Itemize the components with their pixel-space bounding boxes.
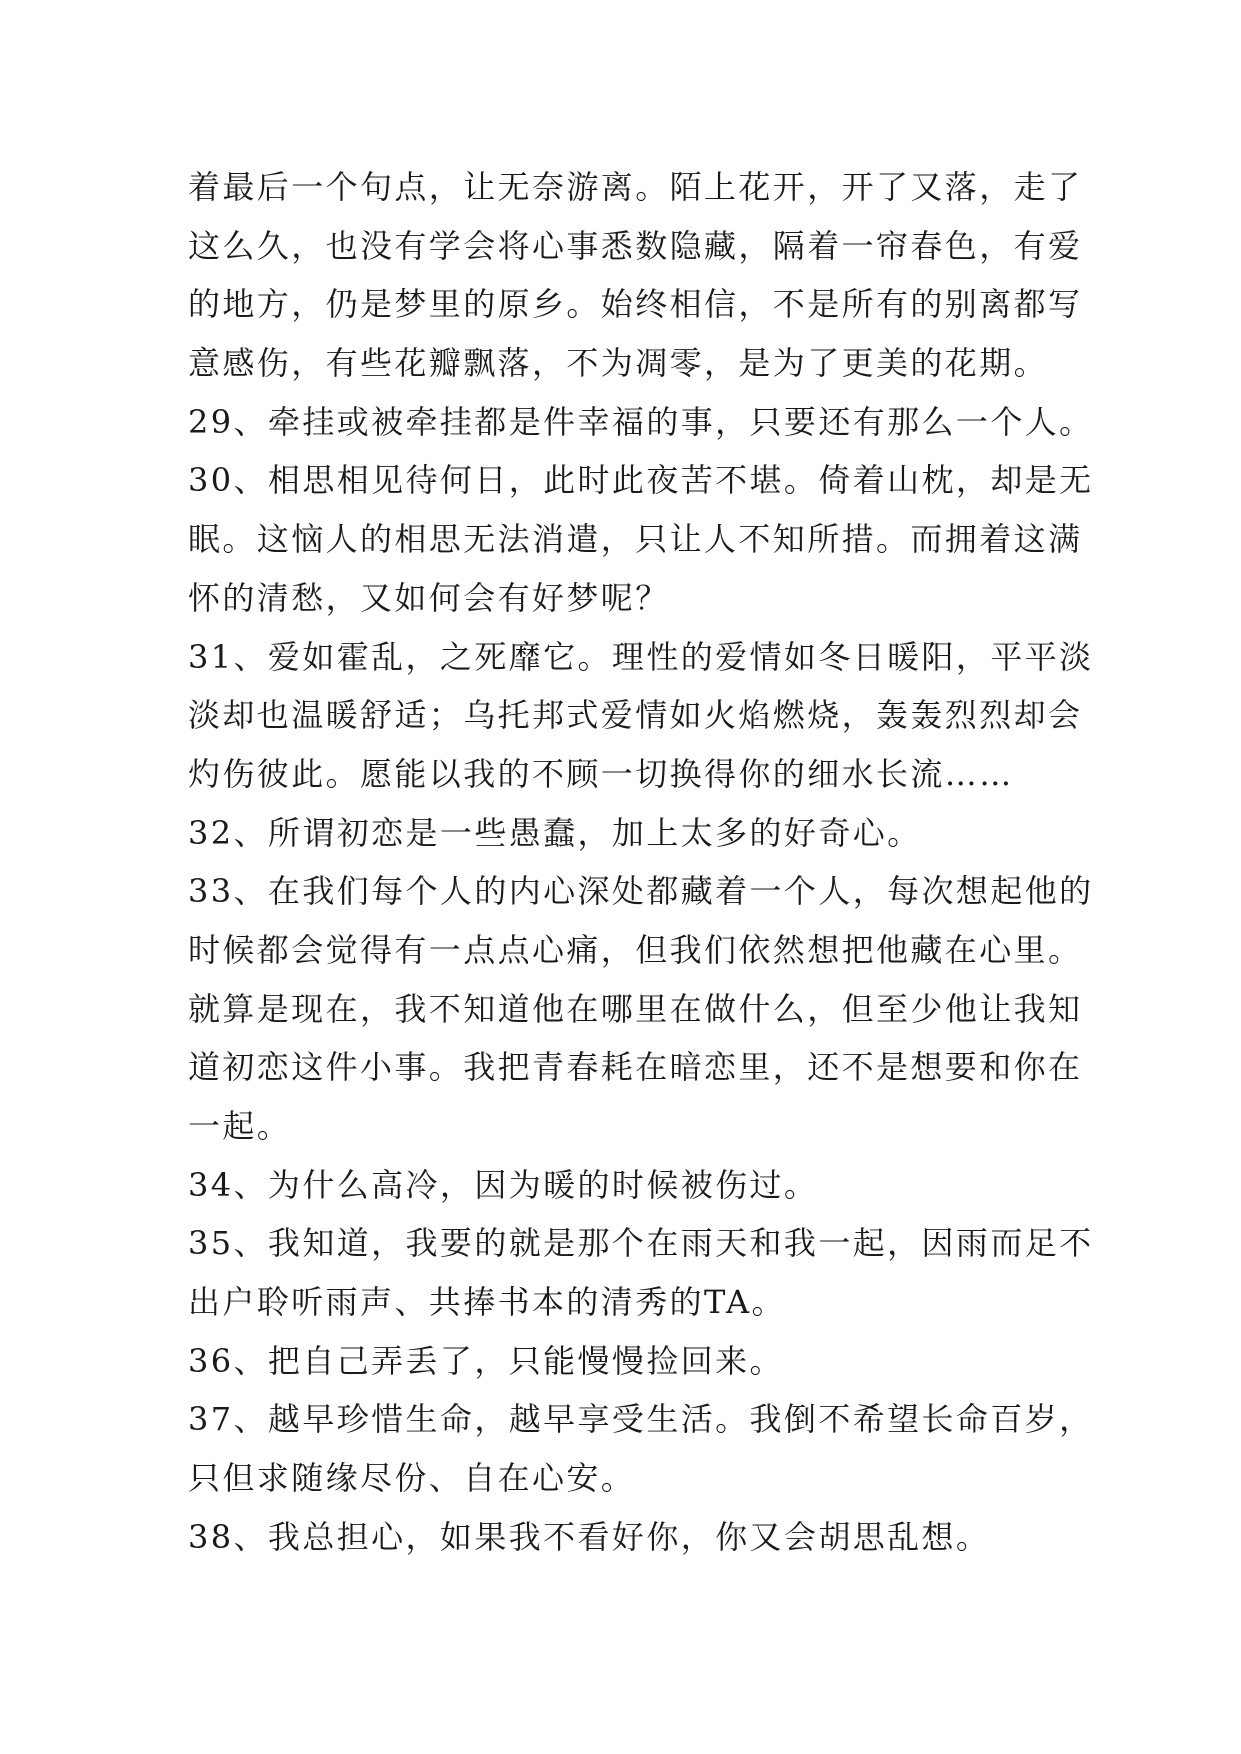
text-line: 眠。这恼人的相思无法消遣，只让人不知所措。而拥着这满 <box>188 520 1083 559</box>
text-line: 36、把自己弄丢了，只能慢慢捡回来。 <box>188 1341 784 1380</box>
text-line: 30、相思相见待何日，此时此夜苦不堪。倚着山枕，却是无 <box>188 461 1094 500</box>
text-line: 着最后一个句点，让无奈游离。陌上花开，开了又落，走了 <box>188 168 1083 206</box>
text-line: 一起。 <box>188 1107 292 1145</box>
text-line: 淡却也温暖舒适；乌托邦式爱情如火焰燃烧，轰轰烈烈却会 <box>188 696 1083 735</box>
text-line: 时候都会觉得有一点点心痛，但我们依然想把他藏在心里。 <box>188 930 1083 969</box>
text-line: 只但求随缘尽份、自在心安。 <box>188 1459 636 1498</box>
text-line: 就算是现在，我不知道他在哪里在做什么，但至少他让我知 <box>188 989 1083 1028</box>
text-line: 道初恋这件小事。我把青春耗在暗恋里，还不是想要和你在 <box>188 1048 1083 1087</box>
text-line: 37、越早珍惜生命，越早享受生活。我倒不希望长命百岁， <box>188 1400 1094 1439</box>
text-line: 怀的清愁，又如何会有好梦呢？ <box>188 578 670 617</box>
text-line: 出户聆听雨声、共捧书本的清秀的TA。 <box>188 1283 786 1322</box>
text-line: 32、所谓初恋是一些愚蠢，加上太多的好奇心。 <box>188 813 922 852</box>
text-line: 的地方，仍是梦里的原乡。始终相信，不是所有的别离都写 <box>188 285 1083 324</box>
text-line: 意感伤，有些花瓣飘落，不为凋零，是为了更美的花期。 <box>188 344 1049 383</box>
text-line: 灼伤彼此。愿能以我的不顾一切换得你的细水长流…… <box>188 754 1014 793</box>
text-line: 38、我总担心，如果我不看好你，你又会胡思乱想。 <box>188 1517 991 1556</box>
text-block <box>188 158 1094 1567</box>
text-line: 33、在我们每个人的内心深处都藏着一个人，每次想起他的 <box>188 872 1094 911</box>
text-line: 34、为什么高冷，因为暖的时候被伤过。 <box>188 1165 819 1204</box>
text-line: 这么久，也没有学会将心事悉数隐藏，隔着一帘春色，有爱 <box>188 226 1083 265</box>
text-line: 29、牵挂或被牵挂都是件幸福的事，只要还有那么一个人。 <box>188 402 1094 441</box>
text-line: 31、爱如霍乱，之死靡它。理性的爱情如冬日暖阳，平平淡 <box>188 637 1094 676</box>
text-line: 35、我知道，我要的就是那个在雨天和我一起，因雨而足不 <box>188 1224 1094 1263</box>
